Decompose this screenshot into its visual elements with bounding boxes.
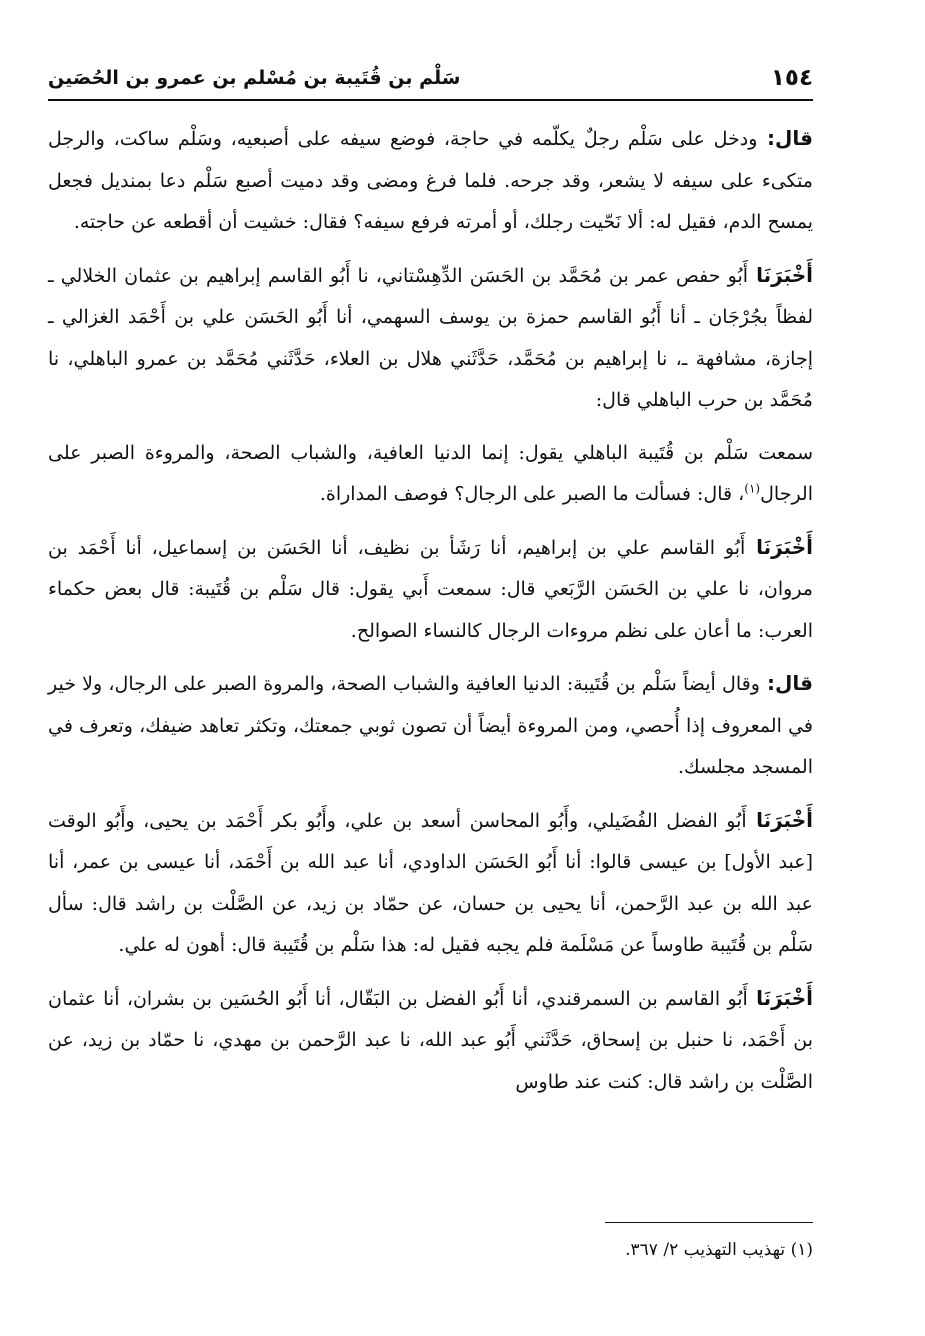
paragraph-text: أَبُو القاسم علي بن إبراهيم، أنا رَشَأ بن نظيف، أنا الحَسَن بن إسماعيل، أنا أَحْمَد بن مروان، نا علي بن الحَسَن الرَّبَعي قال: سمعت أَبي يقول: قال سَلْم بن قُتَيبة: قال بعض حكماء العرب: ما أعان على نظم مروءات الرجال كالنساء الصوالح.	[48, 536, 813, 642]
paragraph-text: أَبُو حفص عمر بن مُحَمَّد بن الحَسَن الدِّهِسْتاني، نا أَبُو القاسم إبراهيم بن عثمان الخلالي ـ لفظاً بجُرْجَان ـ أنا أَبُو القاسم حمزة بن يوسف السهمي، أنا أَبُو الحَسَن علي بن أَحْمَد الغزالي ـ إجازة، مشافهة ـ، نا إبراهيم بن مُحَمَّد، حَدَّثَني هلال بن العلاء، حَدَّثَني مُحَمَّد بن عمرو الباهلي، نا مُحَمَّد بن حرب الباهلي قال:	[48, 264, 813, 411]
paragraph-text: سمعت سَلْم بن قُتَيبة الباهلي يقول: إنما الدنيا العافية، والشباب الصحة، والمروءة الصبر على الرجال	[48, 441, 813, 505]
paragraph-lead-word: قال:	[767, 126, 814, 150]
main-text	[48, 118, 813, 1114]
paragraph-text: وقال أيضاً سَلْم بن قُتَيبة: الدنيا العافية والشباب الصحة، والمروة الصبر على الرجال، ولا خير في المعروف إذا أُحصي، ومن المروءة أيضاً أن تصون ثوبي جمعتك، وتكثر تعاهد ضيفك، وتعرف في المسجد مجلسك.	[48, 673, 813, 778]
header-rule	[48, 99, 813, 101]
paragraph	[48, 978, 813, 1104]
paragraph-lead-word: أَخْبَرَنَا	[756, 262, 814, 287]
running-title: سَلْم بن قُتَيبة بن مُسْلم بن عمرو بن الحُصَين	[48, 67, 461, 89]
footnote-number: (١)	[790, 1240, 813, 1260]
paragraph-text: أَبُو الفضل الفُضَيلي، وأَبُو المحاسن أسعد بن علي، وأَبُو بكر أَحْمَد بن يحيى، وأَبُو الوقت [عبد الأول] بن عيسى قالوا: أنا أَبُو الحَسَن الداودي، أنا عبد الله بن أَحْمَد، أنا عيسى بن عمر، أنا عبد الله بن عبد الرَّحمن، أنا يحيى بن حسان، عن حمّاد بن زيد، عن الصَّلْت بن راشد قال: سأل سَلْم بن قُتَيبة طاوساً عن مَسْلَمة فلم يجبه فقيل له: هذا سَلْم بن قُتَيبة قال: أهون له علي.	[48, 809, 813, 956]
footnote-text: تهذيب التهذيب ٢/ ٣٦٧.	[625, 1240, 786, 1260]
paragraph-lead-word: قال:	[767, 671, 814, 695]
paragraph	[48, 118, 813, 244]
page-header	[48, 60, 813, 96]
paragraph-text-continued: ، قال: فسألت ما الصبر على الرجال؟ فوصف المداراة.	[319, 483, 745, 505]
paragraph	[48, 800, 813, 967]
paragraph	[48, 255, 813, 422]
paragraph-lead-word: أَخْبَرَنَا	[756, 534, 813, 559]
footnote-reference: (١)	[744, 481, 761, 496]
paragraph	[48, 663, 813, 789]
paragraph	[48, 527, 813, 653]
page-number: ١٥٤	[770, 65, 813, 91]
paragraph-text: أَبُو القاسم بن السمرقندي، أنا أَبُو الفضل بن البَقّال، أنا أَبُو الحُسَين بن بشران، أنا عثمان بن أَحْمَد، نا حنبل بن إسحاق، حَدَّثَني أَبُو عبد الله، نا عبد الرَّحمن بن مهدي، نا حمّاد بن زيد، عن الصَّلْت بن راشد قال: كنت عند طاوس	[48, 987, 813, 1093]
footnote-rule	[605, 1222, 813, 1223]
footnote	[48, 1236, 813, 1264]
paragraph-lead-word: أَخْبَرَنَا	[756, 985, 813, 1010]
paragraph-lead-word: أَخْبَرَنَا	[756, 807, 813, 832]
paragraph-text: ودخل على سَلْم رجلٌ يكلّمه في حاجة، فوضع سيفه على أصبعيه، وسَلْم ساكت، والرجل متكىء على سيفه لا يشعر، وقد جرحه. فلما فرغ ومضى وقد دميت أصبع سَلْم دعا بمنديل فجعل يمسح الدم، فقيل له: ألا نَحّيت رجلك، أو أمرته فرفع سيفه؟ فقال: خشيت أن أقطعه عن حاجته.	[48, 128, 813, 233]
paragraph	[48, 433, 813, 516]
